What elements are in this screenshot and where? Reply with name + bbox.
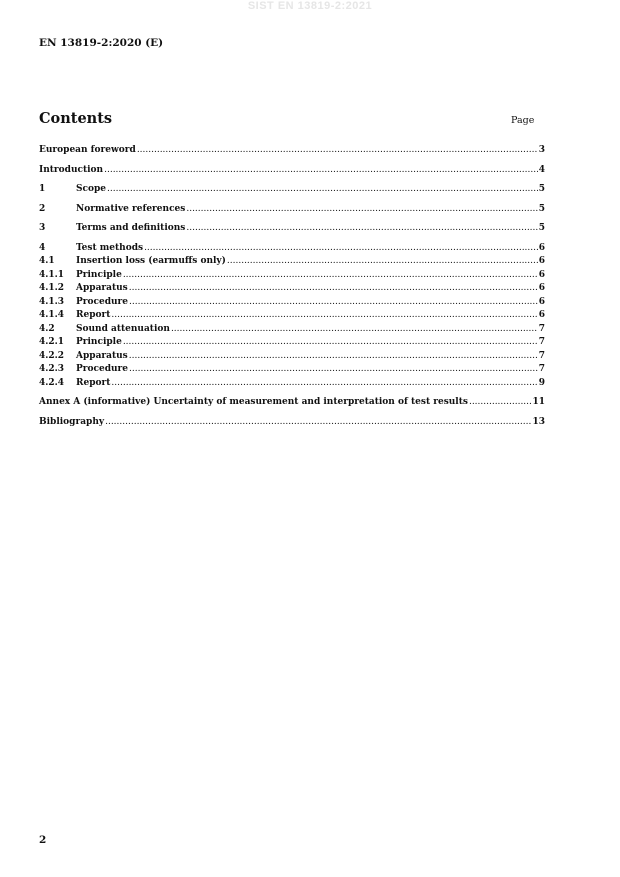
table-of-contents bbox=[39, 144, 545, 429]
toc-number: 4.1.1 bbox=[39, 269, 65, 280]
toc-page: 7 bbox=[538, 337, 545, 347]
toc-leader bbox=[107, 183, 538, 197]
toc-entry-scope[interactable] bbox=[39, 183, 545, 197]
toc-entry-4-1-4-report[interactable] bbox=[39, 309, 545, 323]
toc-page: 6 bbox=[538, 296, 545, 307]
toc-title: Procedure bbox=[76, 364, 129, 374]
toc-page: 3 bbox=[538, 145, 545, 155]
toc-title: Apparatus bbox=[76, 283, 128, 293]
toc-page: 5 bbox=[538, 203, 545, 214]
toc-entry-sound-attenuation[interactable] bbox=[39, 323, 545, 337]
toc-page: 6 bbox=[538, 242, 545, 253]
page-number: 2 bbox=[39, 834, 47, 846]
toc-leader bbox=[123, 269, 538, 283]
toc-title: Procedure bbox=[76, 296, 129, 307]
contents-title: Contents bbox=[39, 110, 113, 127]
toc-page: 13 bbox=[532, 416, 545, 427]
toc-entry-annex-a[interactable] bbox=[39, 396, 545, 410]
toc-number: 1 bbox=[39, 184, 46, 194]
page-column-label: Page bbox=[511, 115, 535, 126]
toc-page: 4 bbox=[538, 164, 545, 175]
toc-leader bbox=[129, 282, 538, 296]
toc-number: 4.2.2 bbox=[39, 350, 65, 361]
toc-title: Annex A (informative) Uncertainty of measurement and interpretation of test results bbox=[39, 397, 468, 407]
toc-entry-introduction[interactable] bbox=[39, 164, 545, 178]
toc-page: 5 bbox=[538, 184, 545, 194]
toc-title: Terms and definitions bbox=[76, 223, 186, 233]
toc-entry-bibliography[interactable] bbox=[39, 416, 545, 430]
toc-entry-insertion-loss[interactable] bbox=[39, 255, 545, 269]
toc-title: Bibliography bbox=[39, 416, 105, 427]
toc-entry-4-1-1-principle[interactable] bbox=[39, 269, 545, 283]
toc-leader bbox=[111, 377, 537, 391]
toc-leader bbox=[129, 296, 538, 310]
watermark: SIST EN 13819-2:2021 bbox=[247, 0, 373, 12]
toc-number: 4.1.3 bbox=[39, 296, 65, 307]
toc-entry-4-2-3-procedure[interactable] bbox=[39, 363, 545, 377]
toc-entry-test-methods[interactable] bbox=[39, 242, 545, 256]
toc-title: Report bbox=[76, 310, 111, 320]
toc-title: Principle bbox=[76, 337, 122, 347]
toc-leader bbox=[144, 242, 538, 256]
toc-leader bbox=[123, 336, 538, 350]
toc-leader bbox=[104, 164, 538, 178]
toc-number: 4.1.2 bbox=[39, 283, 65, 293]
toc-title: Sound attenuation bbox=[76, 323, 170, 334]
toc-page: 6 bbox=[538, 256, 545, 266]
toc-title: Principle bbox=[76, 269, 122, 280]
toc-page: 6 bbox=[538, 310, 545, 320]
toc-number: 2 bbox=[39, 203, 46, 214]
toc-leader bbox=[111, 309, 537, 323]
toc-entry-4-2-2-apparatus[interactable] bbox=[39, 350, 545, 364]
toc-entry-4-2-1-principle[interactable] bbox=[39, 336, 545, 350]
toc-leader bbox=[227, 255, 538, 269]
toc-title: Introduction bbox=[39, 164, 104, 175]
document-id: EN 13819-2:2020 (E) bbox=[39, 37, 164, 49]
toc-entry-4-1-3-procedure[interactable] bbox=[39, 296, 545, 310]
toc-leader bbox=[105, 416, 531, 430]
toc-page: 9 bbox=[538, 377, 545, 388]
toc-title: Apparatus bbox=[76, 350, 128, 361]
toc-page: 6 bbox=[538, 269, 545, 280]
toc-leader bbox=[137, 144, 538, 158]
toc-title: Test methods bbox=[76, 242, 144, 253]
toc-leader bbox=[186, 222, 537, 236]
toc-page: 5 bbox=[538, 223, 545, 233]
toc-entry-4-1-2-apparatus[interactable] bbox=[39, 282, 545, 296]
toc-entry-normative-references[interactable] bbox=[39, 203, 545, 217]
toc-page: 11 bbox=[532, 397, 545, 407]
toc-leader bbox=[469, 396, 532, 410]
toc-number: 4 bbox=[39, 242, 46, 253]
toc-entry-4-2-4-report[interactable] bbox=[39, 377, 545, 391]
toc-number: 4.1.4 bbox=[39, 310, 65, 320]
toc-number: 4.2 bbox=[39, 323, 55, 334]
toc-entry-terms-and-definitions[interactable] bbox=[39, 222, 545, 236]
toc-entry-european-foreword[interactable] bbox=[39, 144, 545, 158]
toc-number: 3 bbox=[39, 223, 46, 233]
toc-title: Scope bbox=[76, 184, 107, 194]
toc-leader bbox=[186, 203, 537, 217]
toc-leader bbox=[129, 363, 538, 377]
toc-leader bbox=[171, 323, 538, 337]
toc-title: Normative references bbox=[76, 203, 186, 214]
toc-number: 4.2.3 bbox=[39, 364, 65, 374]
toc-number: 4.2.4 bbox=[39, 377, 65, 388]
toc-title: Insertion loss (earmuffs only) bbox=[76, 256, 226, 266]
toc-page: 7 bbox=[538, 323, 545, 334]
toc-page: 7 bbox=[538, 350, 545, 361]
toc-title: European foreword bbox=[39, 145, 136, 155]
toc-number: 4.2.1 bbox=[39, 337, 65, 347]
toc-page: 7 bbox=[538, 364, 545, 374]
toc-page: 6 bbox=[538, 283, 545, 293]
toc-title: Report bbox=[76, 377, 111, 388]
toc-leader bbox=[129, 350, 538, 364]
toc-number: 4.1 bbox=[39, 256, 55, 266]
